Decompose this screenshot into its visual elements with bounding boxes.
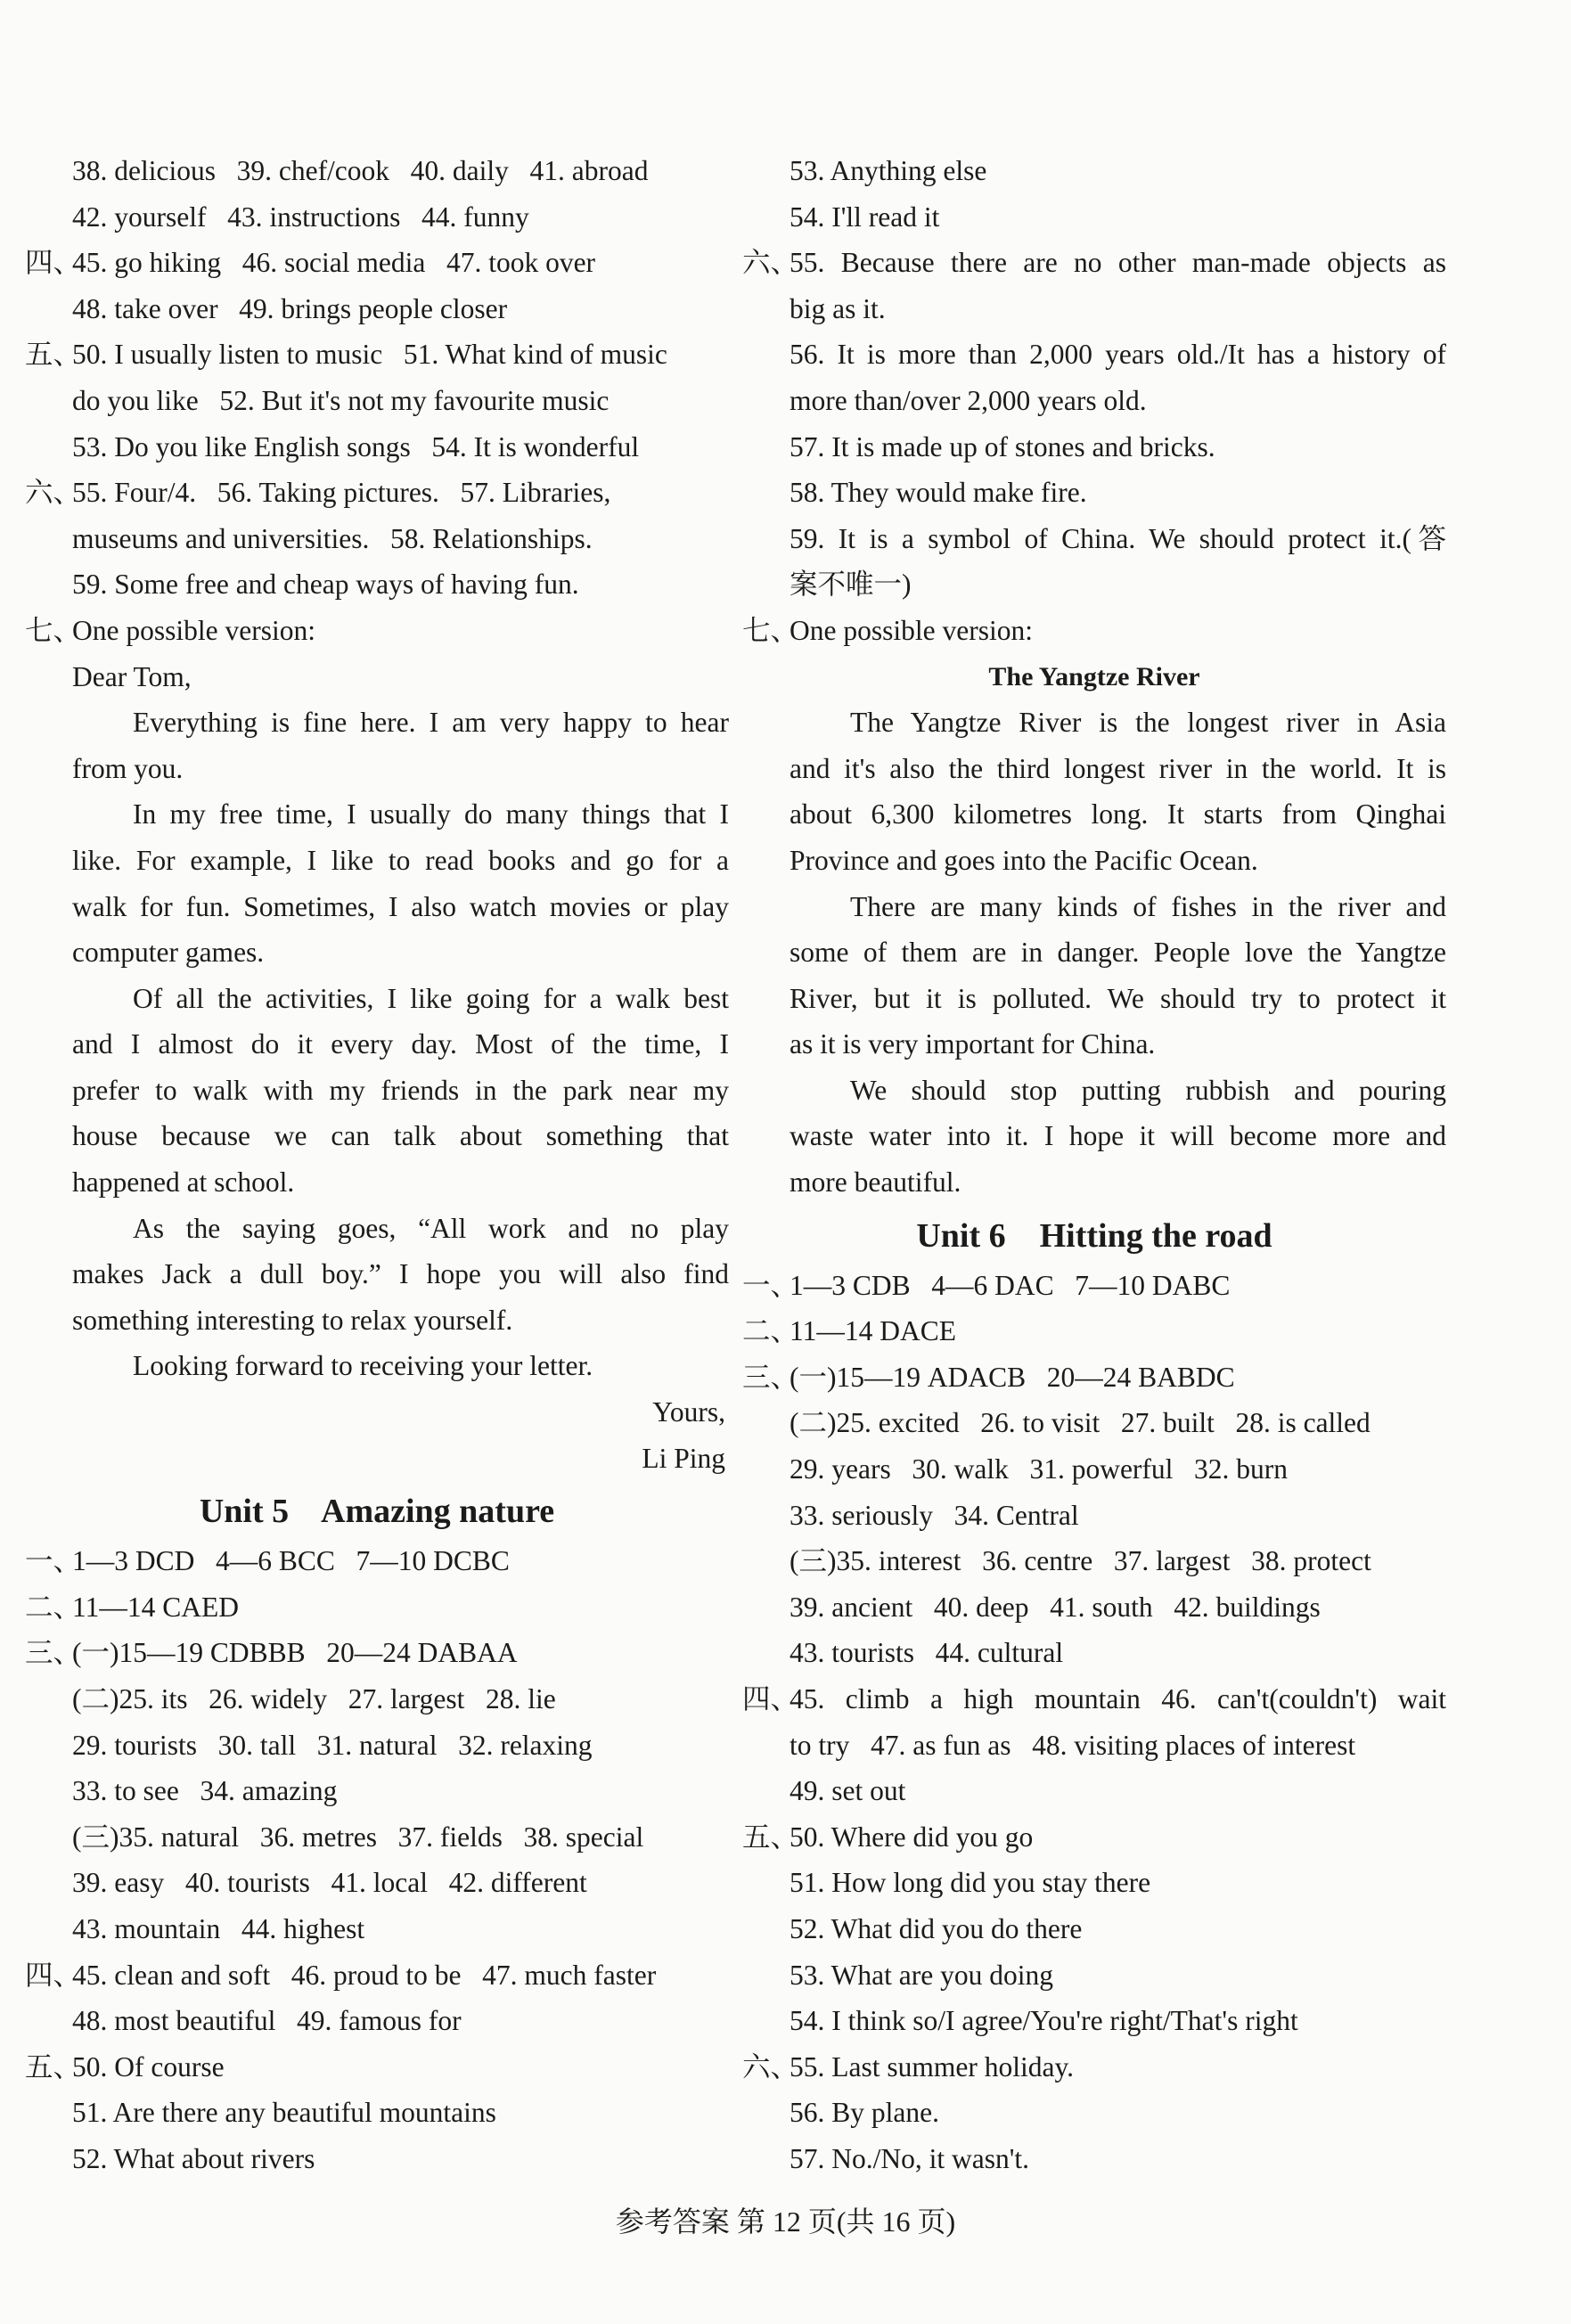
essay-line: as it is very important for China. — [790, 1028, 1156, 1060]
essay-label-text: One possible version: — [72, 614, 315, 646]
essay-line: In my free time, I usually do many things that I — [133, 798, 729, 831]
answer-text: 51. Are there any beautiful mountains — [72, 2097, 496, 2129]
section-marker: 三、 — [25, 1637, 82, 1669]
essay-line: Of all the activities, I like going for a walk best — [133, 982, 729, 1014]
answer-text: 54. I think so/I agree/You're right/That's right — [790, 2005, 1298, 2037]
essay-line: Yours, — [652, 1396, 725, 1428]
answer-line — [742, 1952, 1446, 1999]
essay-line: from you. — [72, 752, 184, 784]
answer-line — [742, 1630, 1446, 1676]
essay-label-text: One possible version: — [790, 614, 1033, 646]
answer-text: 55. Four/4. 56. Taking pictures. 57. Libraries, — [72, 477, 611, 509]
essay-line: and I almost do it every day. Most of the time, I — [72, 1028, 729, 1060]
answer-line — [742, 148, 1446, 194]
essay-line: River, but it is polluted. We should try to protect it — [790, 982, 1446, 1014]
answer-line — [742, 1446, 1446, 1493]
answer-text: 56. By plane. — [790, 2097, 939, 2129]
essay-line: more beautiful. — [790, 1166, 961, 1199]
answer-text: 33. to see 34. amazing — [72, 1775, 338, 1807]
answer-text: 38. delicious 39. chef/cook 40. daily 41. abroad — [72, 155, 649, 186]
answer-line — [25, 470, 729, 516]
section-marker: 四、 — [25, 247, 82, 279]
essay-line: house because we can talk about something that — [72, 1120, 729, 1152]
answer-text: (三)35. natural 36. metres 37. fields 38. special — [72, 1821, 644, 1853]
section-marker: 五、 — [25, 2050, 82, 2083]
essay-line: Everything is fine here. I am very happy to hear — [133, 707, 729, 739]
essay-label — [25, 608, 729, 654]
answer-text: 59. Some free and cheap ways of having fun. — [72, 569, 579, 601]
essay-line: prefer to walk with my friends in the park near my — [72, 1074, 729, 1106]
answer-text: 11—14 DACE — [790, 1315, 956, 1347]
section-marker: 一、 — [25, 1545, 82, 1577]
answer-line — [742, 1998, 1446, 2044]
answer-text: 57. It is made up of stones and bricks. — [790, 430, 1215, 462]
answer-text: museums and universities. 58. Relationships. — [72, 522, 593, 554]
section-marker: 二、 — [25, 1591, 82, 1623]
answer-line — [742, 1263, 1446, 1309]
section-marker: 三、 — [742, 1361, 799, 1393]
answer-line — [742, 1860, 1446, 1906]
answer-line — [742, 1676, 1446, 1723]
answer-text: 52. What did you do there — [790, 1912, 1083, 1944]
essay-line: computer games. — [72, 937, 265, 969]
section-marker: 七、 — [25, 614, 82, 646]
answer-line — [742, 240, 1446, 286]
answer-line — [25, 1723, 729, 1769]
essay-line: some of them are in danger. People love the Yangtze — [790, 937, 1446, 969]
answer-text: 50. Where did you go — [790, 1821, 1034, 1853]
essay-line: waste water into it. I hope it will become more and — [790, 1120, 1446, 1152]
answer-text: 45. go hiking 46. social media 47. took over — [72, 247, 596, 279]
answer-text: 56. It is more than 2,000 years old./It has a history of — [790, 339, 1446, 371]
answer-text: 53. Do you like English songs 54. It is wonderful — [72, 430, 640, 462]
section-marker: 四、 — [25, 1959, 82, 1991]
section-marker: 五、 — [25, 339, 82, 371]
essay-line: something interesting to relax yourself. — [72, 1304, 513, 1336]
answer-line — [742, 1400, 1446, 1446]
answer-text: 48. take over 49. brings people closer — [72, 292, 508, 324]
answer-line — [25, 194, 729, 241]
section-marker: 六、 — [742, 247, 799, 279]
essay-line: Li Ping — [642, 1442, 725, 1474]
answer-line — [25, 148, 729, 194]
answer-line — [742, 194, 1446, 241]
answer-line — [742, 2090, 1446, 2136]
answer-line — [25, 1952, 729, 1999]
answer-text: 29. years 30. walk 31. powerful 32. burn — [790, 1453, 1289, 1485]
essay-line: We should stop putting rubbish and pouring — [850, 1074, 1446, 1106]
answer-line — [742, 378, 1446, 424]
answer-line — [742, 1354, 1446, 1401]
answer-line — [742, 1584, 1446, 1631]
answer-line — [742, 1493, 1446, 1539]
essay-line: like. For example, I like to read books and go for a — [72, 844, 729, 876]
essay-line: Looking forward to receiving your letter. — [133, 1350, 593, 1382]
answer-text: (三)35. interest 36. centre 37. largest 38. protect — [790, 1545, 1371, 1577]
answer-line — [742, 470, 1446, 516]
unit-5-heading: Unit 5 Amazing nature — [199, 1493, 555, 1531]
unit-6-heading: Unit 6 Hitting the road — [916, 1216, 1272, 1255]
answer-text: 52. What about rivers — [72, 2142, 315, 2174]
answer-text: 55. Because there are no other man-made objects as — [790, 247, 1446, 279]
essay-line: makes Jack a dull boy.” I hope you will also find — [72, 1258, 729, 1290]
answer-text: 48. most beautiful 49. famous for — [72, 2005, 462, 2037]
answer-line — [25, 561, 729, 608]
essay-line: happened at school. — [72, 1166, 295, 1199]
answer-text: 11—14 CAED — [72, 1591, 239, 1623]
answer-text: 案不唯一) — [790, 569, 912, 601]
essay-line: The Yangtze River is the longest river in Asia — [850, 707, 1446, 739]
answer-line — [25, 1676, 729, 1723]
answer-line — [25, 1814, 729, 1861]
answer-line — [742, 1308, 1446, 1354]
answer-line — [742, 424, 1446, 471]
answer-text: (二)25. excited 26. to visit 27. built 28. is called — [790, 1407, 1371, 1439]
answer-text: (一)15—19 CDBBB 20—24 DABAA — [72, 1637, 518, 1669]
answer-text: 1—3 DCD 4—6 BCC 7—10 DCBC — [72, 1545, 510, 1577]
answer-text: do you like 52. But it's not my favourite music — [72, 384, 610, 416]
answer-line — [25, 286, 729, 332]
answer-line — [25, 1768, 729, 1814]
answer-line — [25, 331, 729, 378]
answer-text: 42. yourself 43. instructions 44. funny — [72, 200, 529, 233]
answer-line — [25, 1538, 729, 1584]
answer-text: 57. No./No, it wasn't. — [790, 2142, 1030, 2174]
answer-line — [742, 1538, 1446, 1584]
answer-text: 58. They would make fire. — [790, 477, 1087, 509]
answer-line — [742, 1768, 1446, 1814]
essay-title: The Yangtze River — [988, 661, 1200, 691]
answer-text: 1—3 CDB 4—6 DAC 7—10 DABC — [790, 1269, 1231, 1301]
answer-text: big as it. — [790, 292, 886, 324]
answer-line — [742, 1814, 1446, 1861]
answer-line — [742, 1723, 1446, 1769]
essay-label — [742, 608, 1446, 654]
answer-line — [25, 1584, 729, 1631]
answer-text: 33. seriously 34. Central — [790, 1499, 1079, 1531]
answer-line — [25, 1630, 729, 1676]
answer-line — [25, 516, 729, 562]
answer-line — [25, 378, 729, 424]
answer-line — [742, 561, 1446, 608]
answer-text: 29. tourists 30. tall 31. natural 32. relaxing — [72, 1729, 593, 1761]
answer-text: 45. climb a high mountain 46. can't(couldn't) wait — [790, 1683, 1446, 1714]
answer-text: 43. tourists 44. cultural — [790, 1637, 1064, 1669]
answer-text: (二)25. its 26. widely 27. largest 28. lie — [72, 1683, 556, 1714]
section-marker: 五、 — [742, 1821, 799, 1853]
answer-line — [25, 1860, 729, 1906]
section-marker: 二、 — [742, 1315, 799, 1347]
answer-line — [25, 2044, 729, 2091]
essay-line: about 6,300 kilometres long. It starts from Qinghai — [790, 798, 1446, 831]
answer-text: 49. set out — [790, 1775, 906, 1807]
answer-line — [742, 2136, 1446, 2182]
essay-line: Dear Tom, — [72, 660, 192, 692]
left-column — [25, 148, 729, 2182]
section-marker: 一、 — [742, 1269, 799, 1301]
answer-line — [742, 331, 1446, 378]
right-column — [742, 148, 1446, 2182]
section-marker: 七、 — [742, 614, 799, 646]
answer-text: 59. It is a symbol of China. We should protect it.(答 — [790, 522, 1446, 554]
section-marker: 六、 — [742, 2050, 799, 2083]
answer-line — [742, 286, 1446, 332]
essay-line: As the saying goes, “All work and no play — [133, 1212, 729, 1244]
answer-line — [742, 516, 1446, 562]
answer-text: 43. mountain 44. highest — [72, 1912, 365, 1944]
answer-line — [25, 2136, 729, 2182]
answer-text: 50. Of course — [72, 2050, 225, 2083]
answer-line — [25, 1906, 729, 1952]
answer-text: 50. I usually listen to music 51. What kind of music — [72, 339, 667, 371]
answer-text: 53. Anything else — [790, 155, 987, 186]
answer-line — [25, 1998, 729, 2044]
answer-line — [742, 2044, 1446, 2091]
section-marker: 四、 — [742, 1683, 799, 1714]
section-marker: 六、 — [25, 477, 82, 509]
answer-text: 51. How long did you stay there — [790, 1867, 1151, 1899]
answer-text: (一)15—19 ADACB 20—24 BABDC — [790, 1361, 1235, 1393]
page-footer: 参考答案 第 12 页(共 16 页) — [615, 2205, 956, 2238]
answer-text: 55. Last summer holiday. — [790, 2050, 1075, 2083]
answer-text: 39. ancient 40. deep 41. south 42. buildings — [790, 1591, 1321, 1623]
essay-line: There are many kinds of fishes in the river and — [850, 890, 1446, 922]
answer-text: 39. easy 40. tourists 41. local 42. different — [72, 1867, 587, 1899]
answer-text: 45. clean and soft 46. proud to be 47. much faster — [72, 1959, 657, 1991]
answer-text: more than/over 2,000 years old. — [790, 384, 1147, 416]
answer-line — [25, 424, 729, 471]
answer-text: 54. I'll read it — [790, 200, 940, 233]
essay-line: and it's also the third longest river in the world. It is — [790, 752, 1446, 784]
answer-line — [25, 2090, 729, 2136]
answer-line — [742, 1906, 1446, 1952]
essay-line: Province and goes into the Pacific Ocean. — [790, 844, 1258, 876]
essay-line: walk for fun. Sometimes, I also watch movies or play — [72, 890, 729, 922]
answer-text: 53. What are you doing — [790, 1959, 1053, 1991]
answer-line — [25, 240, 729, 286]
answer-text: to try 47. as fun as 48. visiting places of interest — [790, 1729, 1356, 1761]
